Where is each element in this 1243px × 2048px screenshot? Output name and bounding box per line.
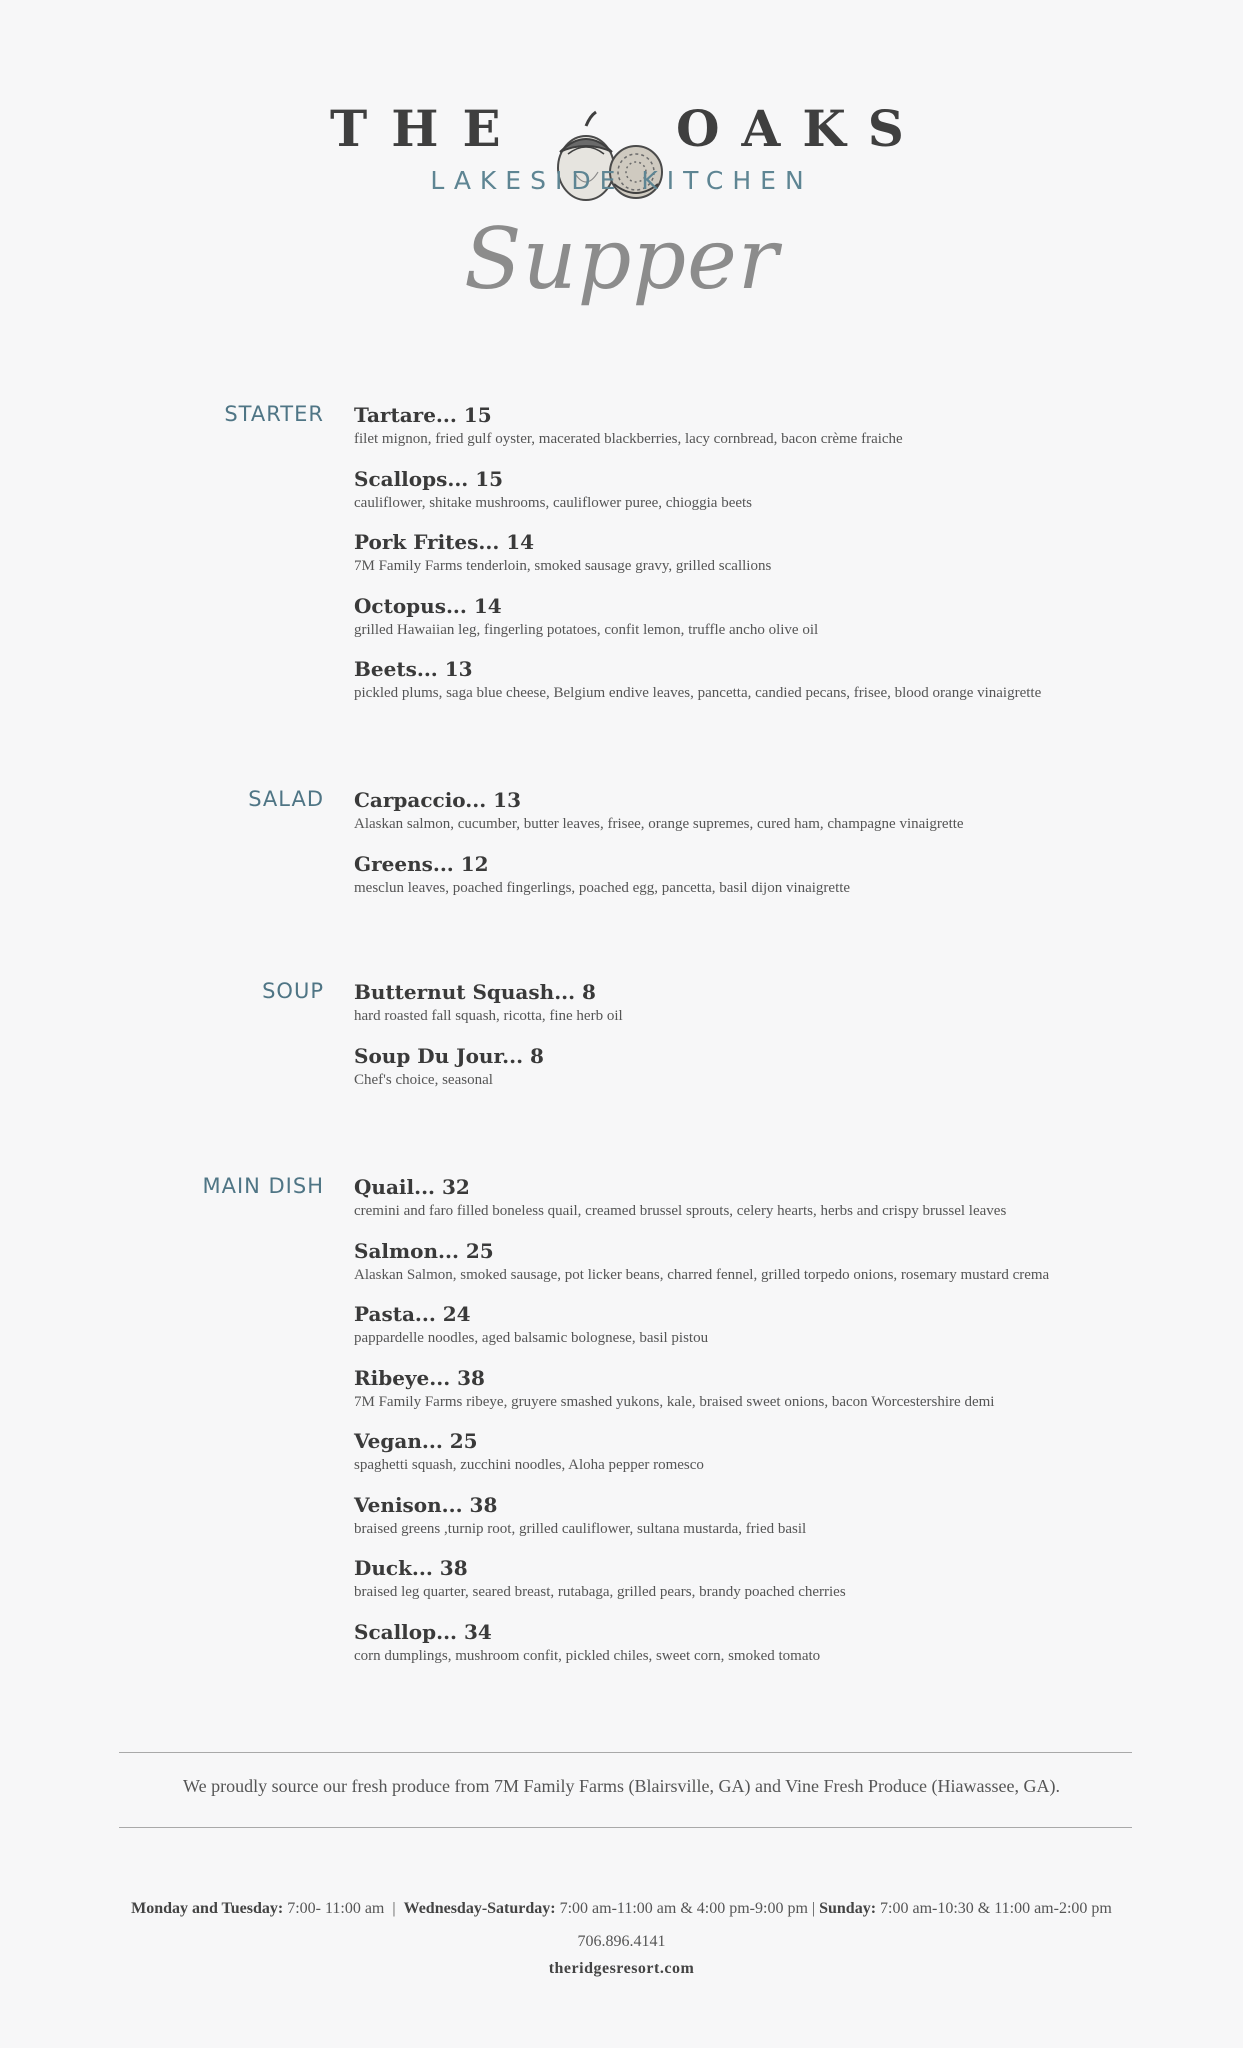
hours-separator: |: [384, 1900, 404, 1917]
menu-items: [354, 1174, 1234, 1682]
item-title: Scallop... 34: [354, 1619, 492, 1644]
brand-subtitle: LAKESIDE KITCHEN: [430, 166, 813, 195]
section-label: SOUP: [262, 979, 324, 1003]
item-description: filet mignon, fried gulf oyster, macerated blackberries, lacy cornbread, bacon crème fraiche: [354, 431, 903, 447]
item-description: 7M Family Farms ribeye, gruyere smashed yukons, kale, braised sweet onions, bacon Worcestershire demi: [354, 1393, 995, 1410]
item-title: Carpaccio... 13: [354, 788, 521, 812]
divider-bottom: [119, 1827, 1132, 1828]
item-description: mesclun leaves, poached fingerlings, poached egg, pancetta, basil dijon vinaigrette: [354, 879, 851, 896]
item-description: 7M Family Farms tenderloin, smoked sausage gravy, grilled scallions: [354, 558, 772, 574]
item-description: Chef's choice, seasonal: [354, 1071, 493, 1088]
menu-item: [354, 466, 1234, 530]
item-title: Octopus... 14: [354, 593, 502, 618]
menu-item: [354, 1174, 1234, 1238]
brand-word-left: THE: [330, 99, 525, 158]
item-title: Ribeye... 38: [354, 1365, 485, 1390]
item-description: braised leg quarter, seared breast, rutabaga, grilled pears, brandy poached cherries: [354, 1584, 846, 1600]
menu-item: [354, 529, 1234, 593]
item-title: Beets... 13: [354, 657, 473, 681]
brand-logo: [0, 48, 1243, 158]
menu-item: [354, 979, 1234, 1043]
opening-hours: [0, 1900, 1243, 1918]
divider-top: [119, 1752, 1132, 1753]
item-title: Salmon... 25: [354, 1238, 494, 1263]
website-link[interactable]: theridgesresort.com: [548, 1960, 695, 1977]
menu-item: [354, 1043, 1234, 1107]
menu-item: [354, 1238, 1234, 1302]
item-title: Pasta... 24: [354, 1302, 471, 1326]
menu-item: [354, 1619, 1234, 1683]
menu-items: [354, 787, 1234, 914]
menu-item: [354, 1365, 1234, 1429]
item-description: Alaskan salmon, cucumber, butter leaves, frisee, orange supremes, cured ham, champagne vinaigrette: [354, 816, 964, 832]
item-title: Quail... 32: [354, 1175, 470, 1199]
item-description: grilled Hawaiian leg, fingerling potatoes, confit lemon, truffle ancho olive oil: [354, 621, 819, 638]
hours-label-mon-tue: Monday and Tuesday:: [131, 1900, 284, 1917]
item-description: cremini and faro filled boneless quail, creamed brussel sprouts, celery hearts, herbs and crispy brussel leaves: [354, 1203, 1007, 1219]
item-description: pickled plums, saga blue cheese, Belgium endive leaves, pancetta, candied pecans, frisee, blood orange vinaigrette: [354, 685, 1042, 701]
item-title: Scallops... 15: [354, 466, 504, 491]
item-title: Pork Frites... 14: [354, 530, 535, 554]
hours-value-wed-sat: 7:00 am-11:00 am & 4:00 pm-9:00 pm: [555, 1900, 808, 1917]
item-description: cauliflower, shitake mushrooms, cauliflower puree, chioggia beets: [354, 494, 753, 511]
item-description: pappardelle noodles, aged balsamic bolognese, basil pistou: [354, 1330, 709, 1346]
menu-item: [354, 656, 1234, 720]
hours-separator: |: [807, 1900, 820, 1917]
item-title: Venison... 38: [354, 1492, 498, 1517]
hours-value-sunday: 7:00 am-10:30 & 11:00 am-2:00 pm: [876, 1900, 1112, 1917]
hours-value-mon-tue: 7:00- 11:00 am: [283, 1900, 385, 1917]
item-description: braised greens ,turnip root, grilled cauliflower, sultana mustarda, fried basil: [354, 1520, 807, 1537]
menu-items: [354, 979, 1234, 1106]
item-title: Tartare... 15: [354, 403, 492, 427]
item-title: Vegan... 25: [354, 1429, 478, 1453]
item-description: Alaskan Salmon, smoked sausage, pot licker beans, charred fennel, grilled torpedo onions, rosemary mustard crema: [354, 1266, 1050, 1283]
item-description: corn dumplings, mushroom confit, pickled chiles, sweet corn, smoked tomato: [354, 1647, 821, 1664]
item-description: hard roasted fall squash, ricotta, fine herb oil: [354, 1008, 623, 1024]
section-label: MAIN DISH: [202, 1174, 324, 1198]
menu-item: [354, 851, 1234, 915]
hours-label-sunday: Sunday:: [819, 1900, 877, 1917]
sourcing-note: We proudly source our fresh produce from 7M Family Farms (Blairsville, GA) and Vine Fresh Produce (Hiawassee, GA).: [183, 1776, 1060, 1796]
item-title: Soup Du Jour... 8: [354, 1043, 544, 1068]
item-title: Greens... 12: [354, 851, 489, 876]
menu-item: [354, 1555, 1234, 1619]
menu-item: [354, 402, 1234, 466]
item-title: Duck... 38: [354, 1556, 468, 1580]
item-description: spaghetti squash, zucchini noodles, Aloha pepper romesco: [354, 1457, 704, 1473]
menu-item: [354, 593, 1234, 657]
section-label: STARTER: [224, 402, 324, 426]
item-title: Butternut Squash... 8: [354, 980, 596, 1004]
menu-items: [354, 402, 1234, 720]
menu-item: [354, 1301, 1234, 1365]
menu-item: [354, 1492, 1234, 1556]
hours-label-wed-sat: Wednesday-Saturday:: [403, 1900, 556, 1917]
menu-title: Supper: [463, 210, 780, 308]
menu-item: [354, 1428, 1234, 1492]
menu-item: [354, 787, 1234, 851]
brand-word-right: OAKS: [676, 99, 926, 158]
phone-number: 706.896.4141: [577, 1933, 666, 1950]
section-label: SALAD: [248, 787, 324, 811]
